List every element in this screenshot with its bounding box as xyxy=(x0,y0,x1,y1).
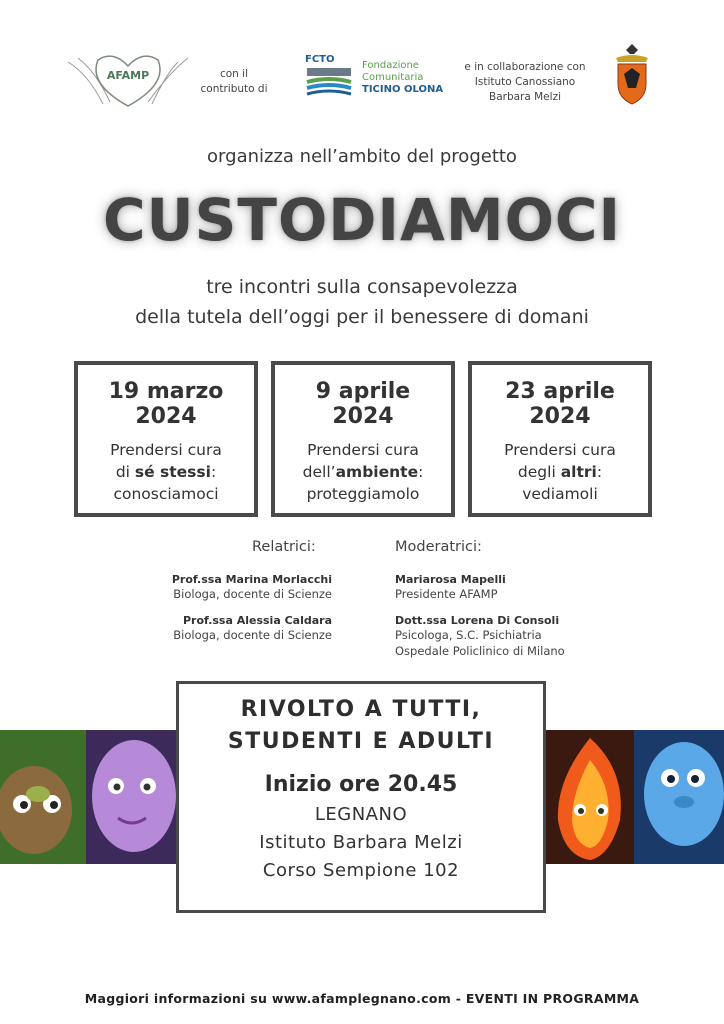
fcto-name: Fondazione Comunitaria TICINO OLONA xyxy=(362,60,444,95)
event-card: 19 marzo 2024 Prendersi cura di sé stessi: conosciamoci xyxy=(74,361,258,517)
fcto-logo xyxy=(303,52,363,102)
character-image-ember xyxy=(546,730,634,864)
moderatrice: Dott.ssa Lorena Di Consoli Psicologa, S.C. Psichiatria Ospedale Policlinico di Milano xyxy=(395,614,565,658)
location: LEGNANO Istituto Barbara Melzi Corso Sempione 102 xyxy=(259,804,463,881)
intro-text: organizza nell’ambito del progetto xyxy=(207,146,517,167)
relatrice: Prof.ssa Marina Morlacchi Biologa, docente di Scienze xyxy=(171,573,332,601)
relatrici-label: Relatrici: xyxy=(252,539,316,555)
relatrice: Prof.ssa Alessia Caldara Biologa, docente di Scienze xyxy=(173,614,332,642)
contributo-text: con il contributo di xyxy=(200,68,268,95)
project-title: CUSTODIAMOCI xyxy=(102,186,622,254)
character-image-clod xyxy=(0,730,86,864)
target-audience: RIVOLTO A TUTTI, STUDENTI E ADULTI xyxy=(227,697,495,754)
afamp-logo xyxy=(58,44,198,120)
event-card: 9 aprile 2024 Prendersi cura dell’ambiente: proteggiamolo xyxy=(271,361,455,517)
start-time: Inizio ore 20.45 xyxy=(264,772,458,797)
subtitle: tre incontri sulla consapevolezza della tutela dell’oggi per il benessere di domani xyxy=(135,276,589,328)
footer-info: Maggiori informazioni su www.afamplegnano.com - EVENTI IN PROGRAMMA xyxy=(84,991,640,1006)
svg-text:AFAMP: AFAMP xyxy=(106,69,150,82)
moderatrici-label: Moderatrici: xyxy=(395,539,482,555)
moderatrice: Mariarosa Mapelli Presidente AFAMP xyxy=(395,573,506,601)
legnano-crest-icon xyxy=(610,44,654,106)
character-image-wade xyxy=(634,730,724,864)
collaborazione-text: e in collaborazione con Istituto Canossiano Barbara Melzi xyxy=(464,61,586,103)
svg-text:FCTO: FCTO xyxy=(305,54,335,65)
info-box xyxy=(176,681,546,913)
character-image-cloud xyxy=(86,730,176,864)
event-card: 23 aprile 2024 Prendersi cura degli altri: vediamoli xyxy=(468,361,652,517)
